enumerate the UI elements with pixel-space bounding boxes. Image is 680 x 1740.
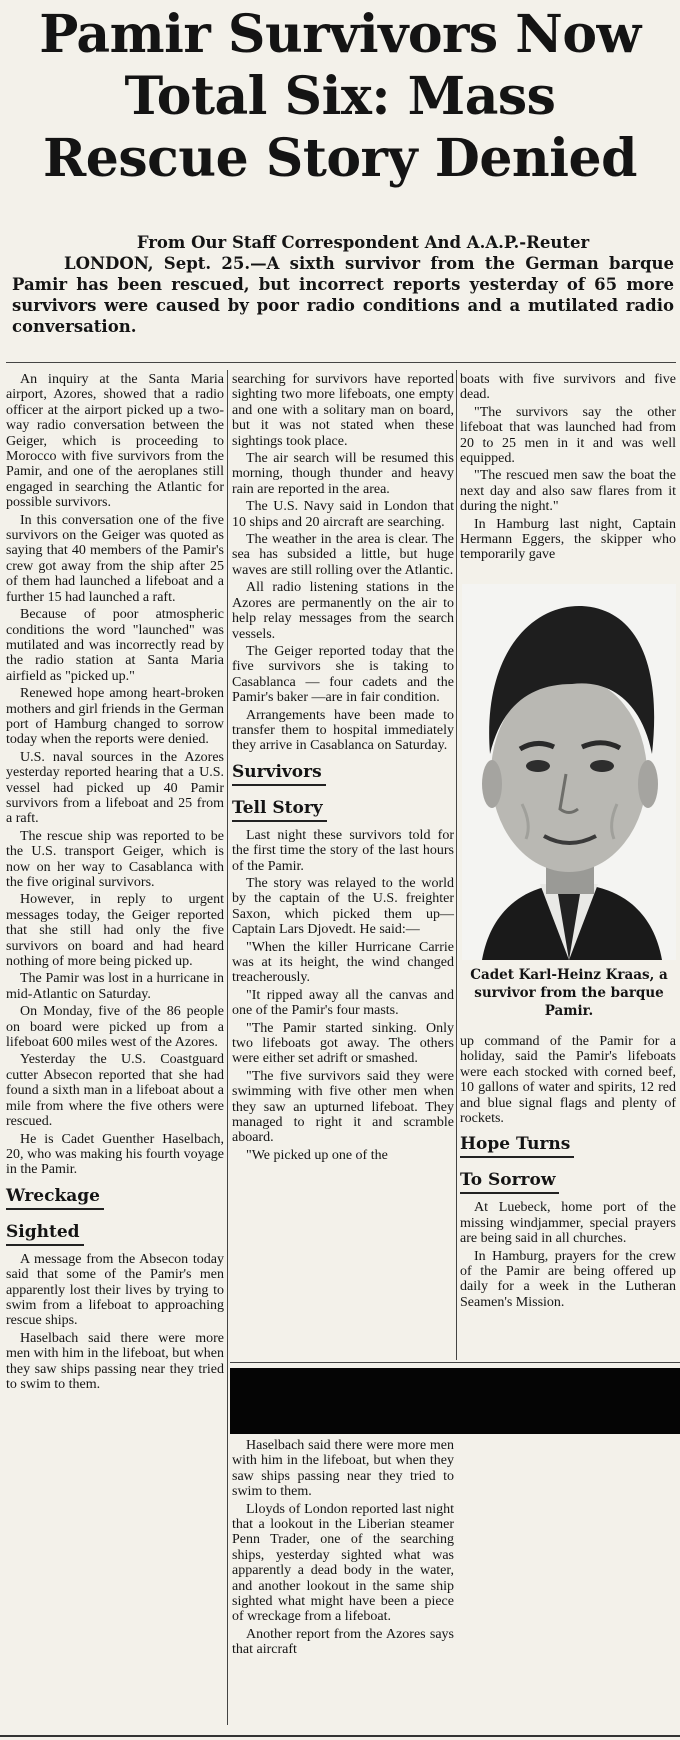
headline <box>6 4 674 190</box>
paragraph: However, in reply to urgent messages today, the Geiger reported that she still had only the five survivors on board and had heard nothing of more being picked up. <box>6 892 224 970</box>
paragraph: The story was relayed to the world by the captain of the U.S. freighter Saxon, which picked them up—Captain Lars Djovedt. He said:— <box>232 875 454 938</box>
paragraph: "The Pamir started sinking. Only two lifeboats got away. The others were either set adrift or smashed. <box>232 1020 454 1067</box>
lead-paragraph: LONDON, Sept. 25.—A sixth survivor from the German barque Pamir has been rescued, but incorrect reports yesterday of 65 more survivors were caused by poor radio conditions and a mutilated radio conversation. <box>12 254 674 336</box>
paragraph: "The survivors say the other lifeboat that was launched had from 20 to 25 men in it and was well equipped. <box>460 404 676 467</box>
paragraph: "It ripped away all the canvas and one of the Pamir's four masts. <box>232 987 454 1019</box>
column-rule-1 <box>227 370 228 1725</box>
column-2-lower <box>232 1438 454 1660</box>
paragraph: Haselbach said there were more men with him in the lifeboat, but when they saw ships passing near they tried to swim to them. <box>232 1438 454 1500</box>
paragraph: The rescue ship was reported to be the U.S. transport Geiger, which is now on her way to Casablanca with the five original survivors. <box>6 828 224 890</box>
article-deck <box>12 232 674 337</box>
paragraph: Because of poor atmospheric conditions the word "launched" was mutilated and was incorrectly read by the radio station at Santa Maria airfield as "picked up." <box>6 607 224 684</box>
headline-line-2: Total Six: Mass <box>124 66 556 127</box>
subhead-wreckage: Wreckage <box>6 1184 104 1210</box>
column-rule-2 <box>456 370 457 1360</box>
paragraph: On Monday, five of the 86 people on board were picked up from a lifeboat 600 miles west of the Azores. <box>6 1004 224 1051</box>
paragraph: Arrangements have been made to transfer them to hospital immediately they arrive in Casablanca on Saturday. <box>232 707 454 754</box>
black-redaction-block <box>230 1368 680 1434</box>
paragraph: Renewed hope among heart-broken mothers and girl friends in the German port of Hamburg changed to sorrow today when the reports were denied. <box>6 686 224 748</box>
paragraph: up command of the Pamir for a holiday, said the Pamir's lifeboats were each stocked with corned beef, 10 gallons of water and spirits, 12 red and blue signal flags and plenty of rockets. <box>460 1034 676 1127</box>
headline-line-1: Pamir Survivors Now <box>39 4 641 65</box>
paragraph: The Pamir was lost in a hurricane in mid-Atlantic on Saturday. <box>6 971 224 1002</box>
bottom-rule <box>0 1735 680 1737</box>
deck-rule <box>6 362 676 363</box>
portrait-photo <box>462 584 676 960</box>
paragraph: He is Cadet Guenther Haselbach, 20, who was making his fourth voyage in the Pamir. <box>6 1131 224 1178</box>
paragraph: boats with five survivors and five dead. <box>460 372 676 403</box>
column-3 <box>460 372 676 565</box>
column-1 <box>6 372 224 1394</box>
paragraph: Haselbach said there were more men with him in the lifeboat, but when they saw ships passing near they tried to swim to them. <box>6 1330 224 1392</box>
paragraph: "When the killer Hurricane Carrie was at its height, the wind changed treacherously. <box>232 939 454 986</box>
byline: From Our Staff Correspondent And A.A.P.-Reuter <box>136 233 590 252</box>
paragraph: In this conversation one of the five survivors on the Geiger was quoted as saying that 40 members of the Pamir's crew got away from the ship after 25 of them had launched a lifeboat and a further 15 had launched a raft. <box>6 512 224 605</box>
paragraph: In Hamburg last night, Captain Hermann Eggers, the skipper who temporarily gave <box>460 516 676 563</box>
subhead-sighted: Sighted <box>6 1220 84 1246</box>
paragraph: Yesterday the U.S. Coastguard cutter Absecon reported that she had found a sixth man in a lifeboat about a mile from where the five others were rescued. <box>6 1052 224 1130</box>
paragraph: searching for survivors have reported sighting two more lifeboats, one empty and one with a solitary man on board, but it was not stated when these sightings took place. <box>232 372 454 449</box>
paragraph: "The five survivors said they were swimming with five other men when they saw an upturned lifeboat. They managed to right it and scramble aboard. <box>232 1068 454 1146</box>
paragraph: A message from the Absecon today said that some of the Pamir's men apparently lost their lives by trying to swim from a lifeboat to approaching rescue ships. <box>6 1251 224 1329</box>
paragraph: The weather in the area is clear. The sea has subsided a little, but huge waves are still rolling over the Atlantic. <box>232 532 454 578</box>
subhead-hope-turns: Hope Turns <box>460 1132 574 1158</box>
paragraph: "The rescued men saw the boat the next day and also saw flares from it during the night." <box>460 468 676 515</box>
paragraph: The air search will be resumed this morning, though thunder and heavy rain are reported in the area. <box>232 451 454 497</box>
section-rule <box>230 1362 680 1363</box>
paragraph: The U.S. Navy said in London that 10 ships and 20 aircraft are searching. <box>232 499 454 530</box>
subhead-tell-story: Tell Story <box>232 796 327 822</box>
subhead-survivors: Survivors <box>232 760 326 786</box>
paragraph: "We picked up one of the <box>246 1147 388 1163</box>
column-2 <box>232 372 454 1165</box>
portrait-image <box>462 584 676 960</box>
paragraph: At Luebeck, home port of the missing windjammer, special prayers are being said in all churches. <box>460 1200 676 1247</box>
subhead-to-sorrow: To Sorrow <box>460 1168 559 1194</box>
paragraph: Last night these survivors told for the first time the story of the last hours of the Pamir. <box>232 827 454 874</box>
paragraph: U.S. naval sources in the Azores yesterday reported hearing that a U.S. vessel had picked up 40 Pamir survivors from a lifeboat and 25 from a raft. <box>6 749 224 827</box>
column-3-continued <box>460 1034 676 1312</box>
paragraph: All radio listening stations in the Azores are permanently on the air to help relay messages from the search vessels. <box>232 580 454 642</box>
paragraph: In Hamburg, prayers for the crew of the Pamir are being offered up daily for a week in the Lutheran Seamen's Mission. <box>460 1248 676 1310</box>
headline-line-3: Rescue Story Denied <box>43 128 637 189</box>
paragraph: The Geiger reported today that the five survivors she is taking to Casablanca — four cadets and the Pamir's baker —are in fair condition. <box>232 643 454 706</box>
paragraph: Another report from the Azores says that aircraft <box>232 1626 454 1658</box>
photo-caption: Cadet Karl-Heinz Kraas, a survivor from the barque Pamir. <box>470 967 668 1019</box>
paragraph: Lloyds of London reported last night that a lookout in the Liberian steamer Penn Trader, one of the searching ships, yesterday sighted what was apparently a dead body in the water, and another lookout in the same ship sighted what might have been a piece of wreckage from a lifeboat. <box>232 1501 454 1625</box>
paragraph: An inquiry at the Santa Maria airport, Azores, showed that a radio officer at the airport picked up a two-way radio conversation between the Geiger, which is proceeding to Morocco with five survivors from the Pamir, and one of the aeroplanes still engaged in searching the Atlantic for possible survivors. <box>6 372 224 511</box>
